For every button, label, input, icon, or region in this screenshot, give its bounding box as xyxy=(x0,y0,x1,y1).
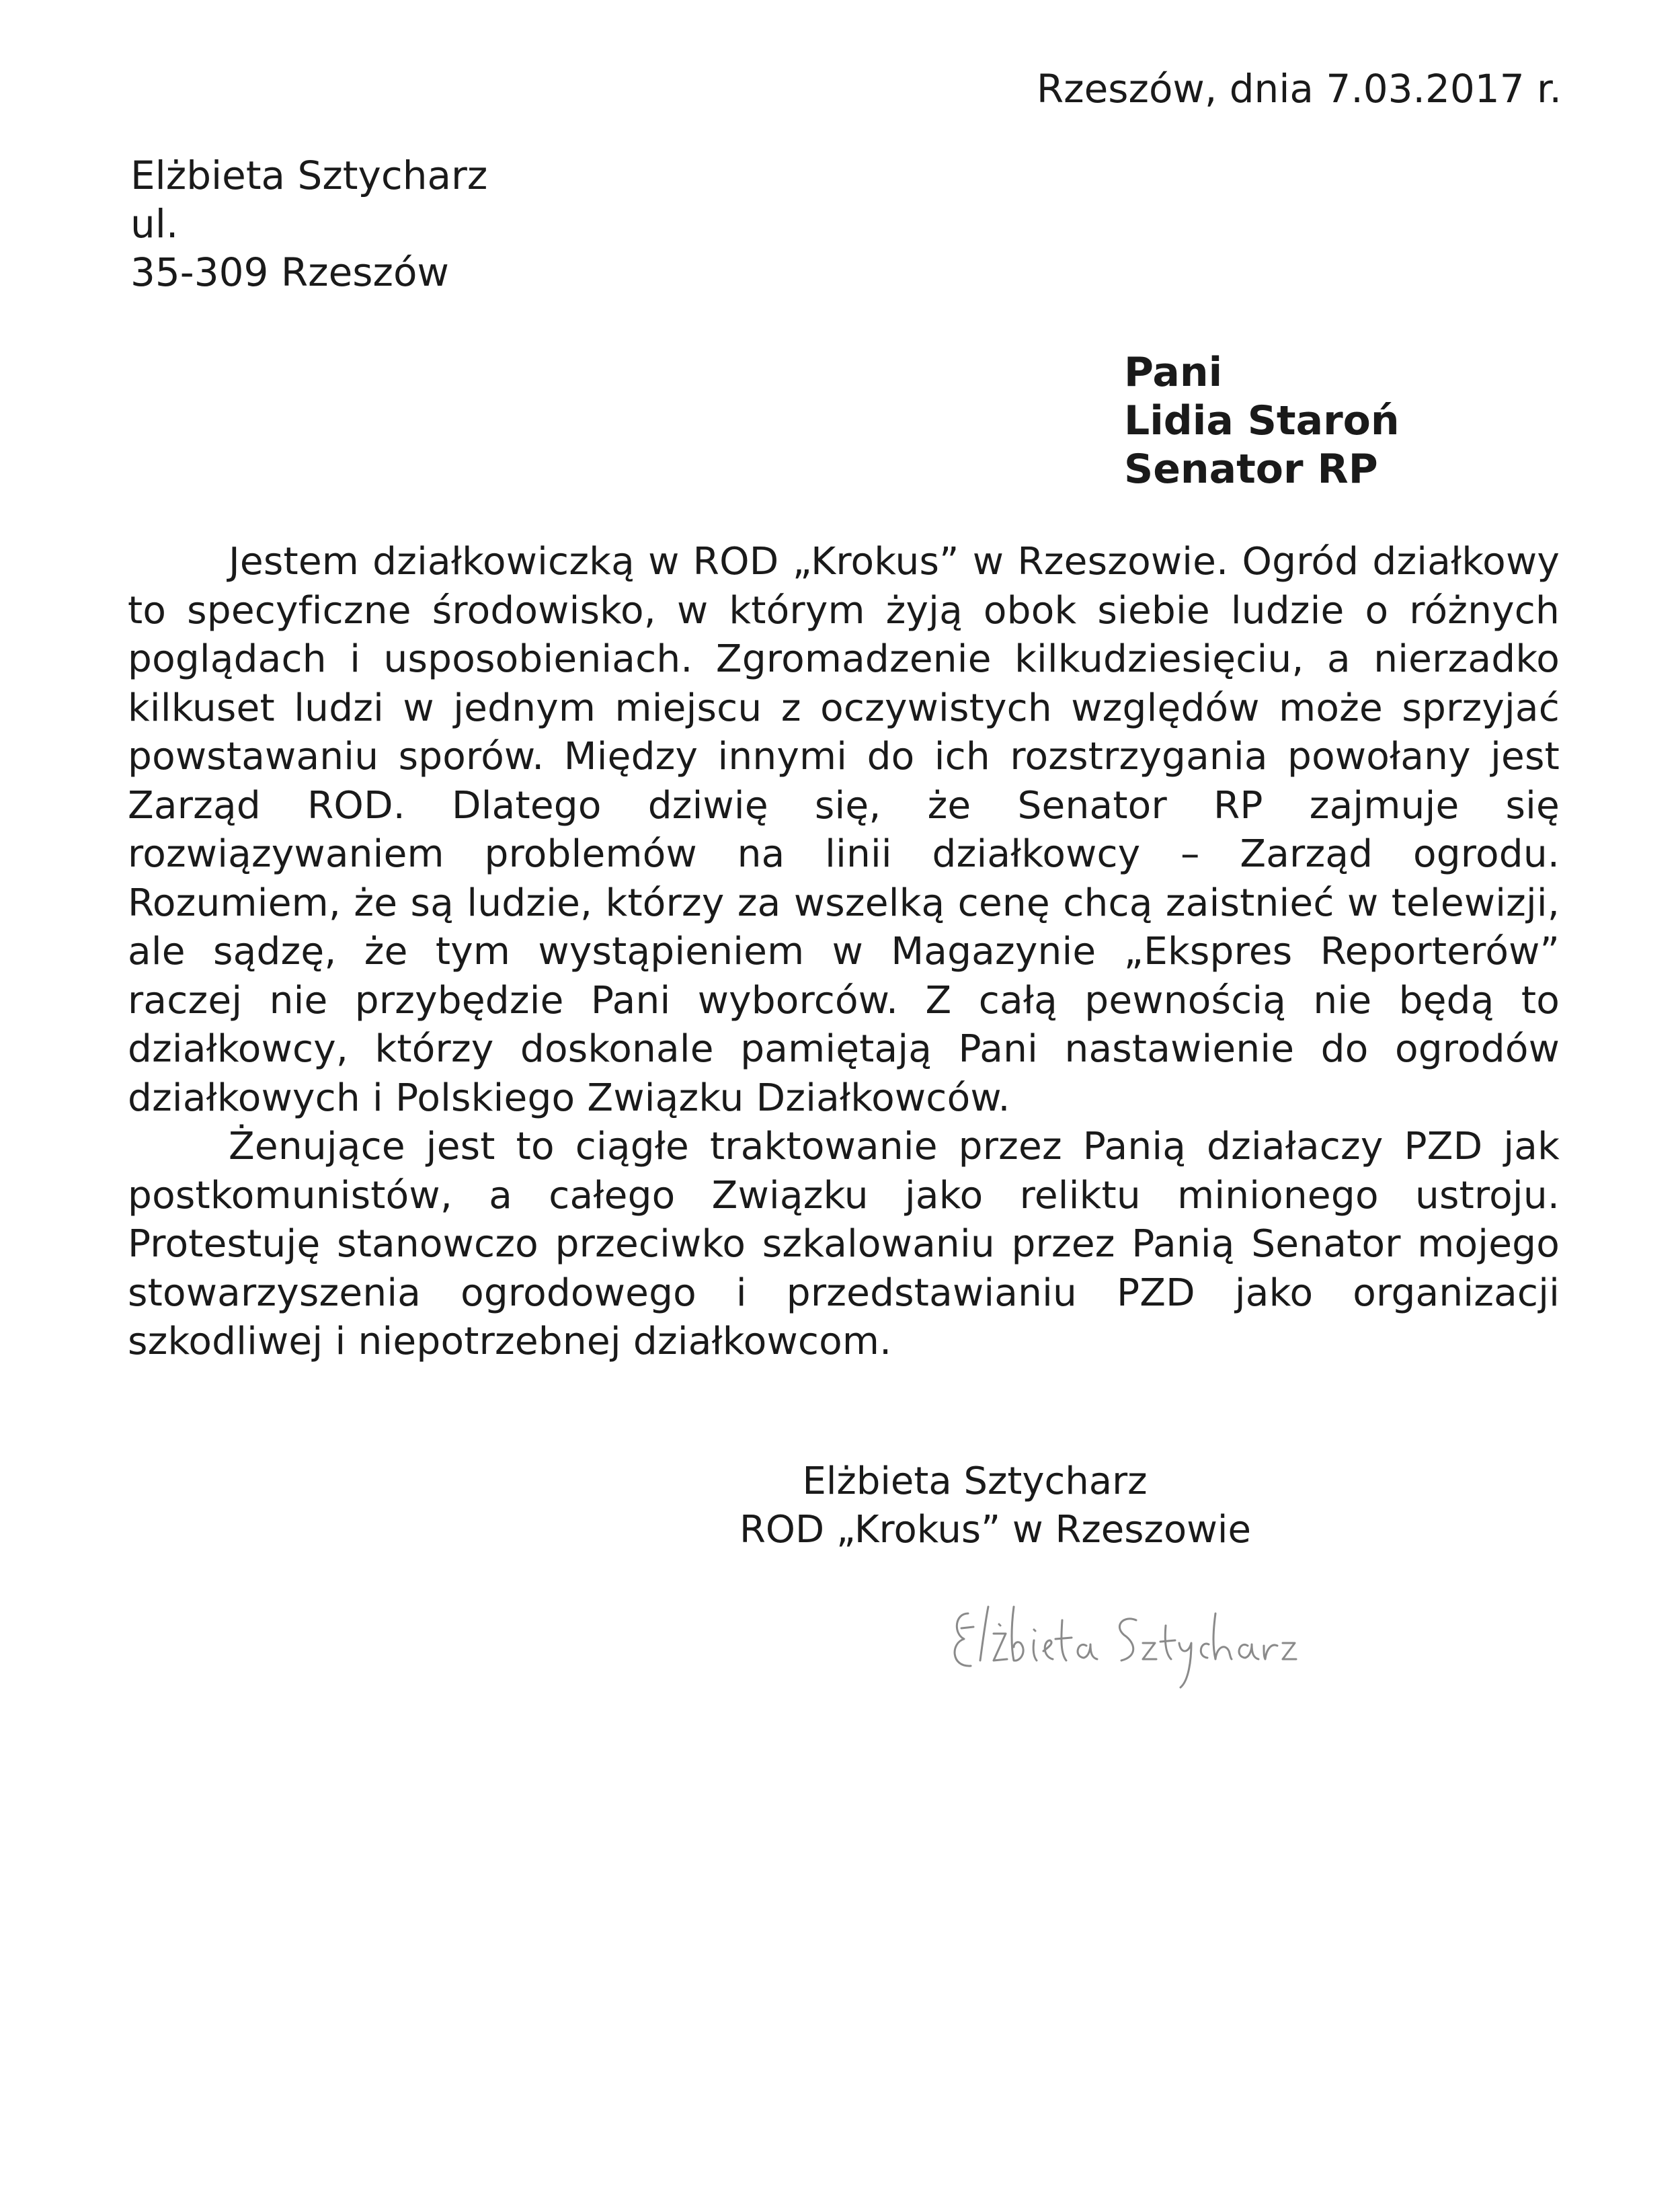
sender-city: 35-309 Rzeszów xyxy=(130,249,449,295)
recipient-name: Lidia Staroń xyxy=(1124,397,1400,444)
closing-block xyxy=(739,1457,1251,1554)
closing-name: Elżbieta Sztycharz xyxy=(802,1459,1148,1503)
sender-street: ul. xyxy=(130,201,179,247)
handwritten-signature xyxy=(941,1587,1318,1694)
sender-address xyxy=(130,151,487,296)
recipient-salutation: Pani xyxy=(1124,349,1223,396)
date-line: Rzeszów, dnia 7.03.2017 r. xyxy=(1036,66,1562,112)
sender-name: Elżbieta Sztycharz xyxy=(130,153,488,198)
body-paragraph-1: Jestem działkowiczką w ROD „Krokus” w Rzeszowie. Ogród działkowy to specyficzne środowisko, w którym żyją obok siebie ludzie o różnych poglądach i usposobieniach. Zgromadzenie kilkudziesięciu, a nierzadko kilkuset ludzi w jednym miejscu z oczywistych względów może sprzyjać powstawaniu sporów. Między innymi do ich rozstrzygania powołany jest Zarząd ROD. Dlatego dziwię się, że Senator RP zajmuje się rozwiązywaniem problemów na linii działkowcy – Zarząd ogrodu. Rozumiem, że są ludzie, którzy za wszelką cenę chcą zaistnieć w telewizji, ale sądzę, że tym wystąpieniem w Magazynie „Ekspres Reporterów” raczej nie przybędzie Pani wyborców. Z całą pewnością nie będą to działkowcy, którzy doskonale pamiętają Pani nastawienie do ogrodów działkowych i Polskiego Związku Działkowców. xyxy=(128,540,1560,1120)
letter-body xyxy=(128,538,1560,1367)
recipient-title: Senator RP xyxy=(1124,446,1378,493)
closing-affiliation: ROD „Krokus” w Rzeszowie xyxy=(739,1508,1251,1552)
body-paragraph-2: Żenujące jest to ciągłe traktowanie przez Panią działaczy PZD jak postkomunistów, a całego Związku jako reliktu minionego ustroju. Protestuję stanowczo przeciwko szkalowaniu przez Panią Senator mojego stowarzyszenia ogrodowego i przedstawianiu PZD jako organizacji szkodliwej i niepotrzebnej działkowcom. xyxy=(128,1125,1560,1363)
recipient-address xyxy=(1124,348,1400,493)
